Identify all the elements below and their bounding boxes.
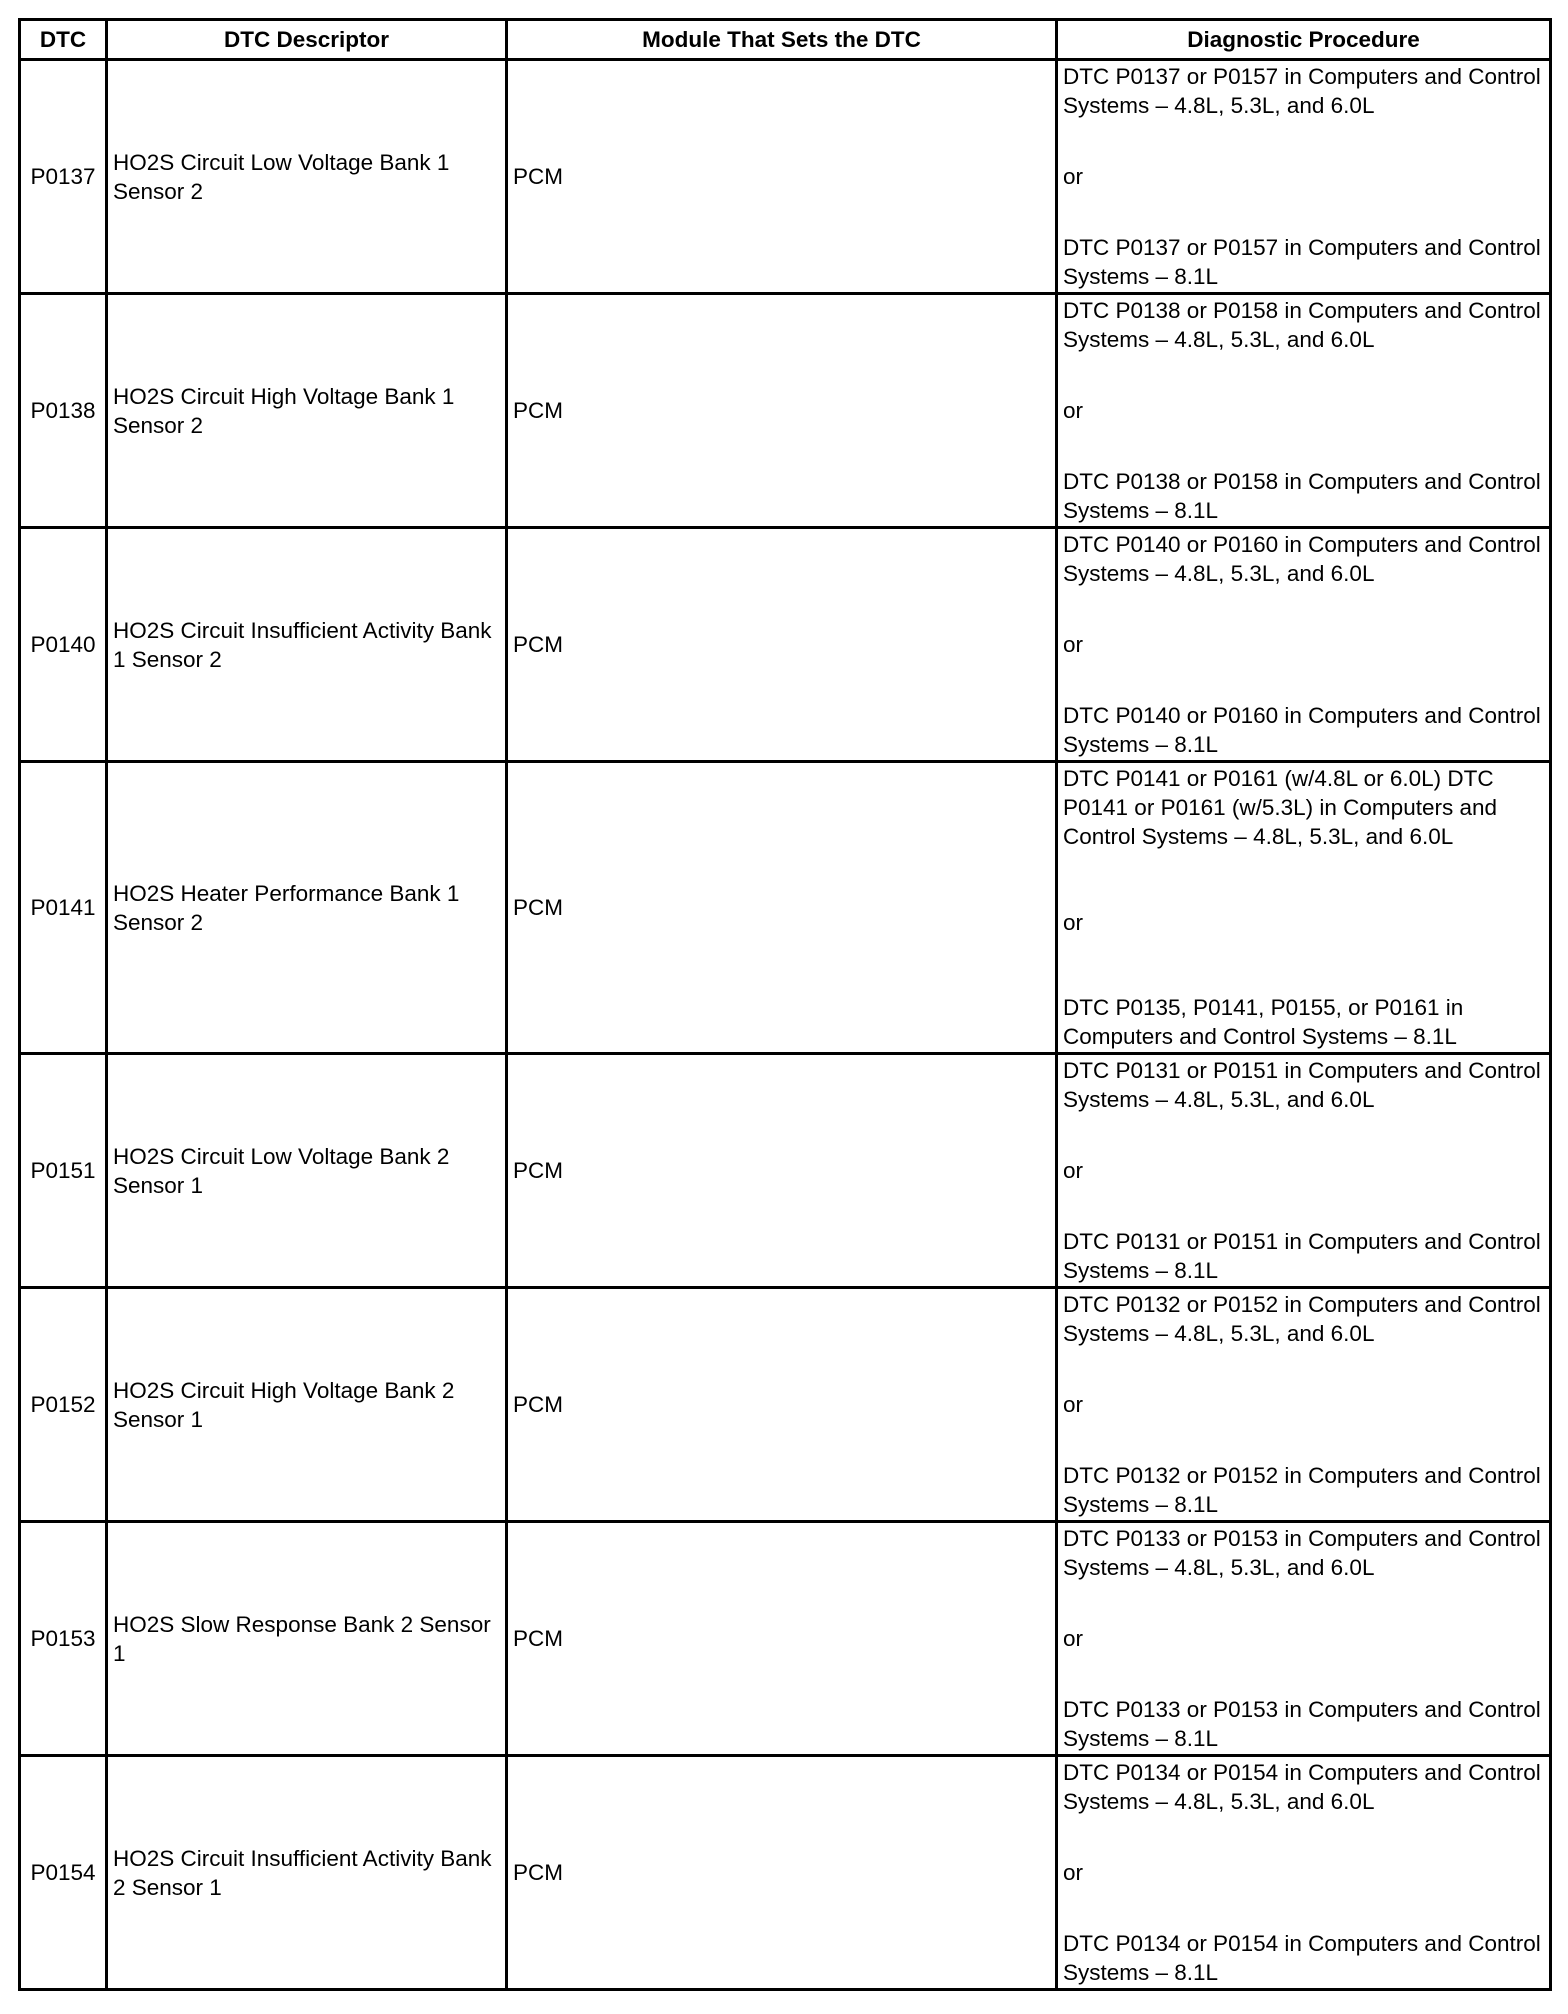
procedure-alternate: DTC P0134 or P0154 in Computers and Control Systems – 8.1L	[1063, 1931, 1541, 1985]
procedure-alternate: DTC P0131 or P0151 in Computers and Control Systems – 8.1L	[1063, 1229, 1541, 1283]
descriptor-cell: HO2S Circuit Insufficient Activity Bank 2 Sensor 1	[107, 1756, 507, 1990]
dtc-code-cell: P0137	[20, 60, 107, 294]
table-row	[20, 294, 1551, 528]
procedure-or: or	[1063, 1392, 1084, 1417]
module-cell: PCM	[507, 1288, 1057, 1522]
header-module: Module That Sets the DTC	[507, 20, 1057, 60]
procedure-primary: DTC P0141 or P0161 (w/4.8L or 6.0L) DTC P0141 or P0161 (w/5.3L) in Computers and Control Systems – 4.8L, 5.3L, and 6.0L	[1063, 766, 1498, 849]
descriptor-cell: HO2S Slow Response Bank 2 Sensor 1	[107, 1522, 507, 1756]
procedure-cell	[1057, 1054, 1551, 1288]
header-dtc: DTC	[20, 20, 107, 60]
module-cell: PCM	[507, 762, 1057, 1054]
table-row	[20, 60, 1551, 294]
descriptor-cell: HO2S Circuit Low Voltage Bank 1 Sensor 2	[107, 60, 507, 294]
table-row	[20, 528, 1551, 762]
procedure-or: or	[1063, 398, 1084, 423]
procedure-alternate: DTC P0135, P0141, P0155, or P0161 in Computers and Control Systems – 8.1L	[1063, 995, 1464, 1049]
procedure-or: or	[1063, 632, 1084, 657]
procedure-primary: DTC P0134 or P0154 in Computers and Control Systems – 4.8L, 5.3L, and 6.0L	[1063, 1760, 1541, 1814]
dtc-code-cell: P0153	[20, 1522, 107, 1756]
procedure-primary: DTC P0133 or P0153 in Computers and Control Systems – 4.8L, 5.3L, and 6.0L	[1063, 1526, 1541, 1580]
procedure-cell	[1057, 60, 1551, 294]
procedure-alternate: DTC P0140 or P0160 in Computers and Control Systems – 8.1L	[1063, 703, 1541, 757]
dtc-code-cell: P0138	[20, 294, 107, 528]
header-descriptor: DTC Descriptor	[107, 20, 507, 60]
dtc-code-cell: P0152	[20, 1288, 107, 1522]
header-procedure: Diagnostic Procedure	[1057, 20, 1551, 60]
procedure-or: or	[1063, 164, 1084, 189]
table-row	[20, 762, 1551, 1054]
procedure-or: or	[1063, 1860, 1084, 1885]
procedure-or: or	[1063, 1626, 1084, 1651]
dtc-code-cell: P0151	[20, 1054, 107, 1288]
procedure-alternate: DTC P0137 or P0157 in Computers and Control Systems – 8.1L	[1063, 235, 1541, 289]
module-cell: PCM	[507, 1522, 1057, 1756]
procedure-primary: DTC P0137 or P0157 in Computers and Control Systems – 4.8L, 5.3L, and 6.0L	[1063, 64, 1541, 118]
procedure-primary: DTC P0132 or P0152 in Computers and Control Systems – 4.8L, 5.3L, and 6.0L	[1063, 1292, 1541, 1346]
table-row	[20, 1522, 1551, 1756]
descriptor-cell: HO2S Circuit Insufficient Activity Bank 1 Sensor 2	[107, 528, 507, 762]
descriptor-cell: HO2S Circuit Low Voltage Bank 2 Sensor 1	[107, 1054, 507, 1288]
procedure-or: or	[1063, 1158, 1084, 1183]
descriptor-cell: HO2S Circuit High Voltage Bank 1 Sensor 2	[107, 294, 507, 528]
procedure-cell	[1057, 1288, 1551, 1522]
procedure-cell	[1057, 1522, 1551, 1756]
descriptor-cell: HO2S Heater Performance Bank 1 Sensor 2	[107, 762, 507, 1054]
procedure-alternate: DTC P0133 or P0153 in Computers and Control Systems – 8.1L	[1063, 1697, 1541, 1751]
module-cell: PCM	[507, 60, 1057, 294]
procedure-cell	[1057, 1756, 1551, 1990]
procedure-primary: DTC P0131 or P0151 in Computers and Control Systems – 4.8L, 5.3L, and 6.0L	[1063, 1058, 1541, 1112]
procedure-alternate: DTC P0138 or P0158 in Computers and Control Systems – 8.1L	[1063, 469, 1541, 523]
table-row	[20, 1756, 1551, 1990]
procedure-cell	[1057, 528, 1551, 762]
dtc-code-cell: P0140	[20, 528, 107, 762]
procedure-alternate: DTC P0132 or P0152 in Computers and Control Systems – 8.1L	[1063, 1463, 1541, 1517]
module-cell: PCM	[507, 1756, 1057, 1990]
module-cell: PCM	[507, 1054, 1057, 1288]
procedure-cell	[1057, 294, 1551, 528]
header-row	[20, 20, 1551, 60]
module-cell: PCM	[507, 294, 1057, 528]
procedure-primary: DTC P0140 or P0160 in Computers and Control Systems – 4.8L, 5.3L, and 6.0L	[1063, 532, 1541, 586]
dtc-table	[18, 18, 1552, 1991]
procedure-primary: DTC P0138 or P0158 in Computers and Control Systems – 4.8L, 5.3L, and 6.0L	[1063, 298, 1541, 352]
dtc-code-cell: P0154	[20, 1756, 107, 1990]
descriptor-cell: HO2S Circuit High Voltage Bank 2 Sensor 1	[107, 1288, 507, 1522]
procedure-or: or	[1063, 909, 1084, 935]
module-cell: PCM	[507, 528, 1057, 762]
dtc-code-cell: P0141	[20, 762, 107, 1054]
table-row	[20, 1054, 1551, 1288]
procedure-cell	[1057, 762, 1551, 1054]
table-row	[20, 1288, 1551, 1522]
